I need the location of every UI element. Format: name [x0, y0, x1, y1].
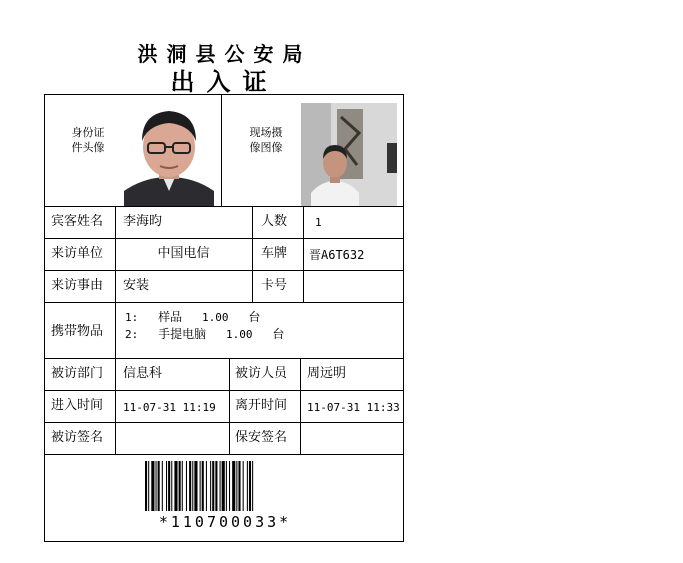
barcode-bar [166, 461, 167, 511]
visit-sign-label: 被访签名 [51, 430, 104, 445]
row-divider [45, 302, 403, 303]
dept-label: 被访部门 [51, 366, 104, 381]
barcode-bar [252, 461, 253, 511]
barcode-bar [247, 461, 248, 511]
list-item [125, 326, 284, 343]
dept-value: 信息科 [123, 366, 163, 381]
reason-label: 来访事由 [51, 278, 104, 293]
item-name: 样品 [158, 310, 183, 324]
item-qty: 1.00 [202, 311, 229, 324]
guest-name-value: 李海昀 [123, 214, 163, 229]
row-divider [45, 358, 403, 359]
camera-photo [301, 103, 397, 206]
pass-title: 出入证 [170, 68, 279, 96]
id-photo-label [65, 125, 111, 155]
plate-value: 晋A6T632 [309, 248, 365, 262]
items-label: 携带物品 [51, 324, 104, 339]
row-divider [45, 390, 403, 391]
barcode-bar [182, 461, 183, 511]
item-index: 1: [125, 311, 139, 324]
org-title: 洪洞县公安局 [137, 42, 312, 66]
barcode-bar [238, 461, 240, 511]
camera-photo-label [243, 125, 289, 155]
barcode-bar [158, 461, 160, 511]
barcode-bar [192, 461, 193, 511]
row-divider [45, 206, 403, 207]
barcode-bar [171, 461, 172, 511]
item-index: 2: [125, 328, 139, 341]
guard-sign-label: 保安签名 [235, 430, 288, 445]
barcode-bar [226, 461, 227, 511]
enter-time-label: 进入时间 [51, 398, 104, 413]
barcode-bar [148, 461, 149, 511]
col-divider [303, 206, 304, 302]
item-qty: 1.00 [226, 328, 253, 341]
barcode-bar [200, 461, 201, 511]
barcode-icon [145, 461, 311, 511]
person-label: 被访人员 [235, 366, 288, 381]
id-photo-label-line1: 身份证 [71, 126, 105, 139]
barcode-bar [168, 461, 170, 511]
items-list [125, 309, 284, 343]
item-unit: 台 [248, 310, 261, 324]
camera-photo-label-line1: 现场摄 [249, 126, 283, 139]
camera-photo-label-line2: 像图像 [249, 141, 283, 154]
item-name: 手提电脑 [158, 327, 207, 341]
pass-card [44, 94, 404, 542]
barcode-bar [151, 461, 154, 511]
list-item [125, 309, 284, 326]
card-label: 卡号 [261, 278, 288, 293]
count-value: 1 [315, 216, 322, 229]
id-photo-label-line2: 件头像 [71, 141, 105, 154]
barcode-bar [174, 461, 177, 511]
barcode-bar [179, 461, 181, 511]
barcode-bar [194, 461, 197, 511]
guest-name-label: 宾客姓名 [51, 214, 104, 229]
barcode-text: *110700033* [158, 513, 292, 531]
person-value: 周远明 [307, 366, 347, 381]
barcode-bar [186, 461, 187, 511]
reason-value: 安装 [123, 278, 150, 293]
barcode-bar [156, 461, 157, 511]
person-portrait-icon [124, 103, 214, 206]
barcode-bar [229, 461, 230, 511]
camera-snapshot-icon [301, 103, 397, 206]
col-divider [300, 358, 301, 454]
col-divider [221, 95, 222, 206]
row-divider [45, 454, 403, 455]
row-divider [45, 238, 403, 239]
unit-value: 中国电信 [157, 246, 210, 261]
col-divider [252, 206, 253, 302]
col-divider [229, 358, 230, 454]
id-photo [124, 103, 214, 206]
unit-label: 来访单位 [51, 246, 104, 261]
barcode-bar [222, 461, 225, 511]
leave-time-label: 离开时间 [235, 398, 288, 413]
col-divider [115, 206, 116, 454]
enter-time-value: 11-07-31 11:19 [123, 401, 216, 414]
barcode-bar [202, 461, 204, 511]
barcode-bar [162, 461, 163, 511]
barcode-bar [212, 461, 214, 511]
item-unit: 台 [272, 327, 285, 341]
barcode-bar [189, 461, 191, 511]
row-divider [45, 270, 403, 271]
count-label: 人数 [261, 214, 288, 229]
barcode-bar [220, 461, 221, 511]
barcode-bar [215, 461, 217, 511]
barcode-bar [243, 461, 244, 511]
barcode-bar [210, 461, 211, 511]
barcode-bar [206, 461, 207, 511]
leave-time-value: 11-07-31 11:33 [307, 401, 400, 414]
barcode-bar [249, 461, 251, 511]
plate-label: 车牌 [261, 246, 288, 261]
row-divider [45, 422, 403, 423]
barcode-bar [232, 461, 235, 511]
barcode-bar [145, 461, 147, 511]
barcode-bar [236, 461, 237, 511]
